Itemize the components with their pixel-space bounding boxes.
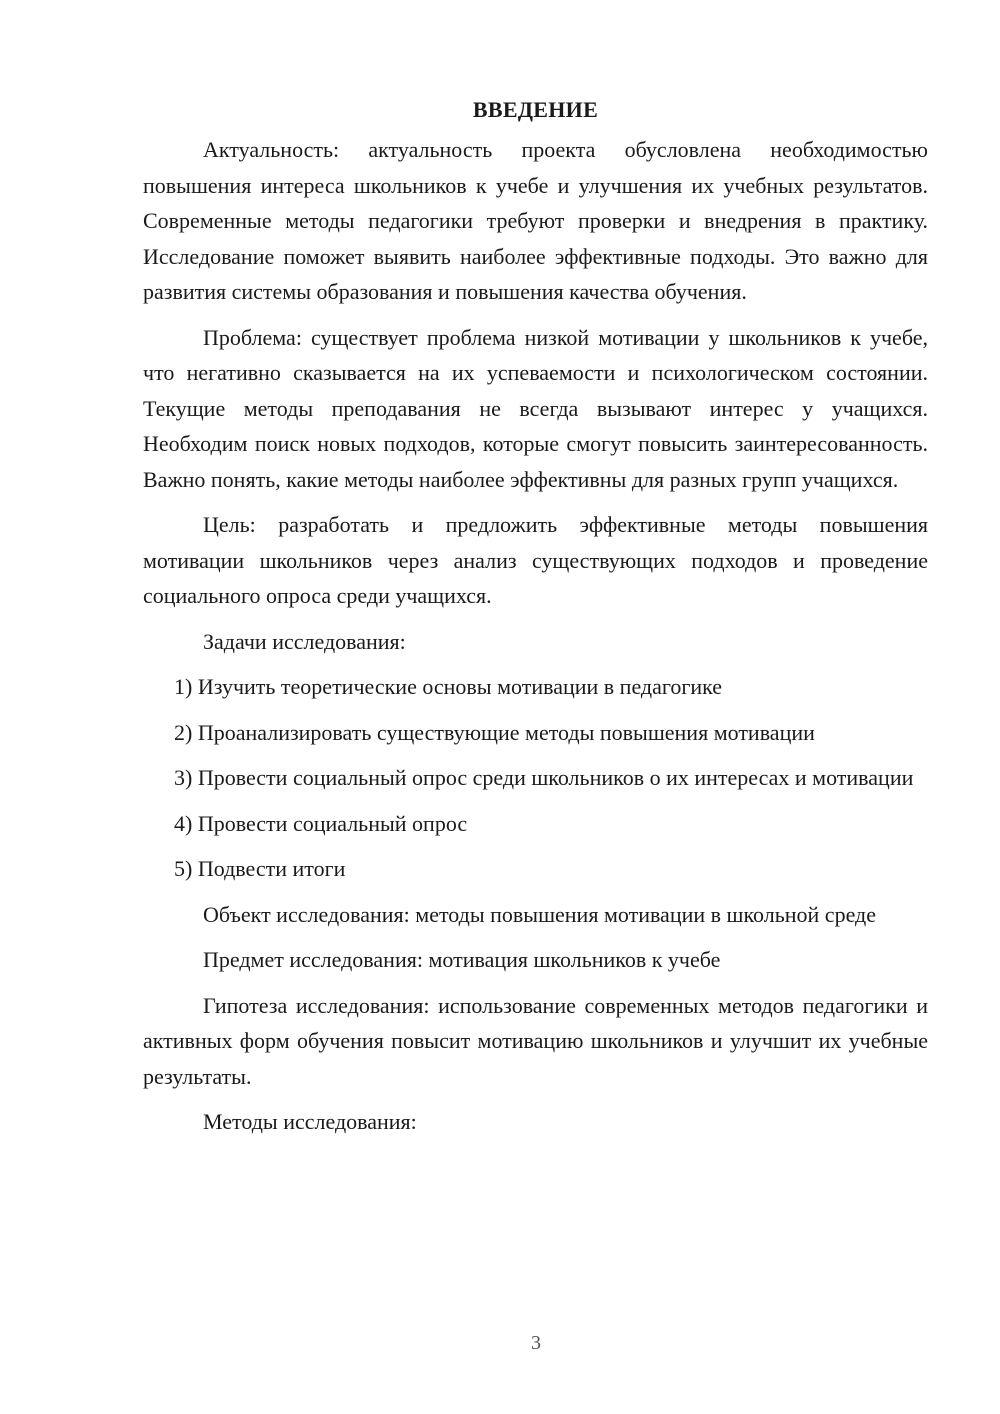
document-page [143, 88, 928, 1150]
relevance-paragraph: Актуальность: актуальность проекта обусловлена необходимостью повышения интереса школьников к учебе и улучшения их учебных результатов. Современные методы педагогики требуют проверки и внедрения в практику. Исследование поможет выявить наиболее эффективные подходы. Это важно для развития системы образования и повышения качества обучения. [143, 137, 928, 304]
task-item-4: 4) Провести социальный опрос [174, 810, 468, 836]
section-title: ВВЕДЕНИЕ [472, 97, 599, 122]
task-item-3: 3) Провести социальный опрос среди школьников о их интересах и мотивации [174, 765, 914, 790]
goal-paragraph: Цель: разработать и предложить эффективные методы повышения мотивации школьников через анализ существующих подходов и проведение социального опроса среди учащихся. [143, 512, 928, 608]
subject-paragraph: Предмет исследования: мотивация школьников к учебе [203, 947, 721, 972]
hypothesis-paragraph: Гипотеза исследования: использование современных методов педагогики и активных форм обучения повысит мотивацию школьников и улучшит их учебные результаты. [143, 992, 928, 1089]
task-item-1: 1) Изучить теоретические основы мотивации в педагогике [174, 674, 723, 699]
task-item-5: 5) Подвести итоги [174, 856, 346, 881]
object-paragraph: Объект исследования: методы повышения мотивации в школьной среде [203, 901, 877, 927]
page-number: 3 [531, 1332, 541, 1354]
task-item-2: 2) Проанализировать существующие методы повышения мотивации [174, 719, 815, 745]
problem-paragraph: Проблема: существует проблема низкой мотивации у школьников к учебе, что негативно сказывается на их успеваемости и психологическом состоянии. Текущие методы преподавания не всегда вызывают интерес у учащихся. Необходим поиск новых подходов, которые смогут повысить заинтересованность. Важно понять, какие методы наиболее эффективны для разных групп учащихся. [143, 324, 928, 492]
tasks-heading: Задачи исследования: [203, 628, 406, 654]
methods-paragraph: Методы исследования: [203, 1109, 417, 1134]
